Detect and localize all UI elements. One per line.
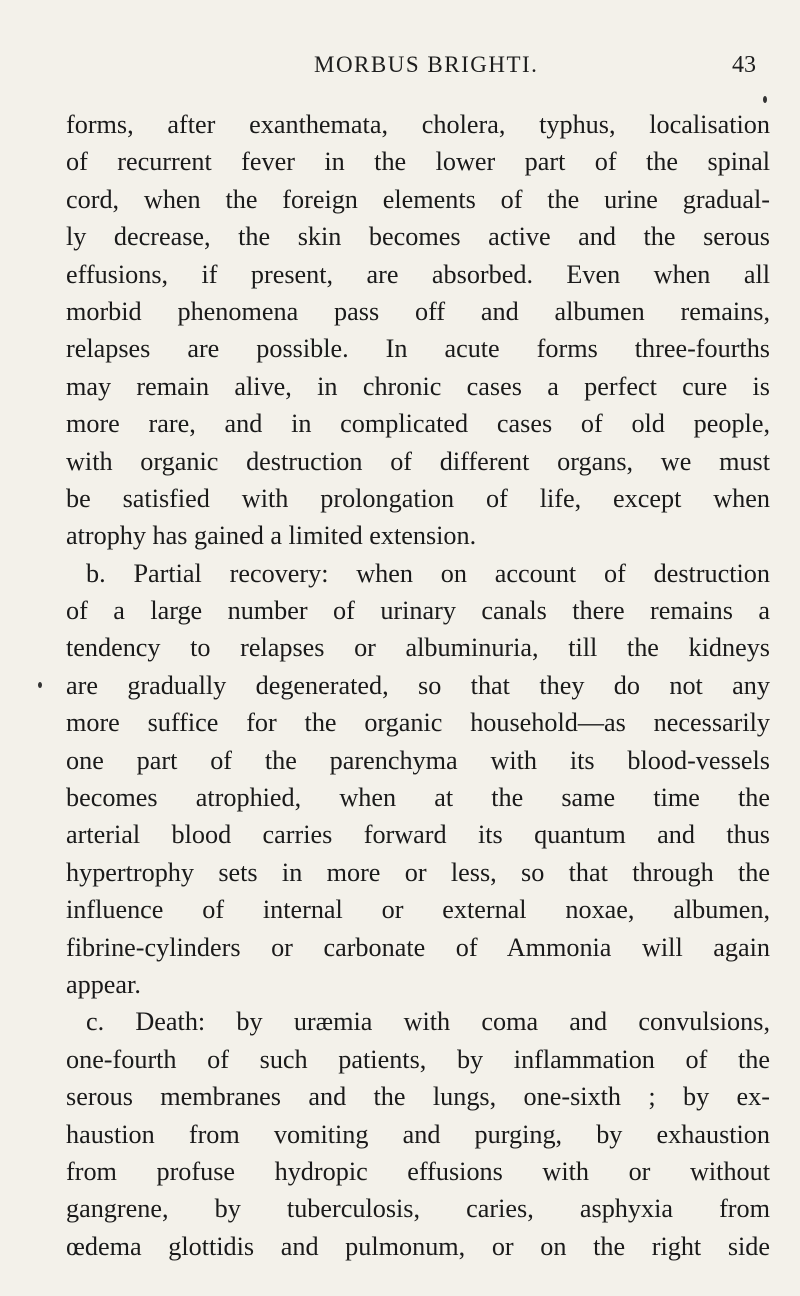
text-line: one-fourth of such patients, by inflammation of the: [66, 1044, 770, 1074]
text-line: more rare, and in complicated cases of old people,: [66, 409, 770, 439]
text-line: more suffice for the organic household—as necessarily: [66, 708, 770, 738]
text-line: appear.: [66, 969, 141, 999]
text-line: cord, when the foreign elements of the urine gradual-: [66, 184, 770, 214]
text-line: from profuse hydropic effusions with or without: [66, 1156, 770, 1186]
text-line: ly decrease, the skin becomes active and the serous: [66, 222, 770, 252]
text-line: with organic destruction of different organs, we must: [66, 446, 770, 476]
text-line: tendency to relapses or albuminuria, till the kidneys: [66, 633, 770, 663]
page-number: 43: [732, 52, 756, 78]
text-line: morbid phenomena pass off and albumen remains,: [66, 296, 770, 326]
ink-speck: [38, 682, 42, 688]
text-line: one part of the parenchyma with its blood-vessels: [66, 745, 770, 775]
text-line: influence of internal or external noxae, albumen,: [66, 895, 770, 925]
text-line: hypertrophy sets in more or less, so that through the: [66, 857, 770, 887]
text-line: effusions, if present, are absorbed. Even when all: [66, 259, 770, 289]
text-line: gangrene, by tuberculosis, caries, asphyxia from: [66, 1194, 770, 1224]
text-line: serous membranes and the lungs, one-sixth ; by ex-: [66, 1082, 770, 1112]
running-title: MORBUS BRIGHTI.: [314, 52, 539, 77]
text-line: may remain alive, in chronic cases a perfect cure is: [66, 371, 770, 401]
text-line: becomes atrophied, when at the same time the: [66, 783, 770, 813]
text-line: of recurrent fever in the lower part of the spinal: [66, 147, 770, 177]
page-header: [66, 52, 756, 92]
text-line: b. Partial recovery: when on account of destruction: [86, 558, 770, 588]
ink-speck: [763, 96, 767, 103]
text-line: œdema glottidis and pulmonum, or on the right side: [66, 1231, 770, 1261]
text-line: atrophy has gained a limited extension.: [66, 521, 477, 551]
text-line: fibrine-cylinders or carbonate of Ammonia will again: [66, 932, 770, 962]
text-line: be satisfied with prolongation of life, except when: [66, 483, 770, 513]
text-line: are gradually degenerated, so that they do not any: [66, 670, 770, 700]
body-text: [66, 106, 770, 1265]
text-line: arterial blood carries forward its quantum and thus: [66, 820, 770, 850]
text-line: relapses are possible. In acute forms three-fourths: [66, 334, 770, 364]
text-line: haustion from vomiting and purging, by exhaustion: [66, 1119, 770, 1149]
text-line: c. Death: by uræmia with coma and convulsions,: [86, 1007, 770, 1037]
text-line: of a large number of urinary canals there remains a: [66, 596, 770, 626]
text-line: forms, after exanthemata, cholera, typhus, localisation: [66, 110, 770, 139]
